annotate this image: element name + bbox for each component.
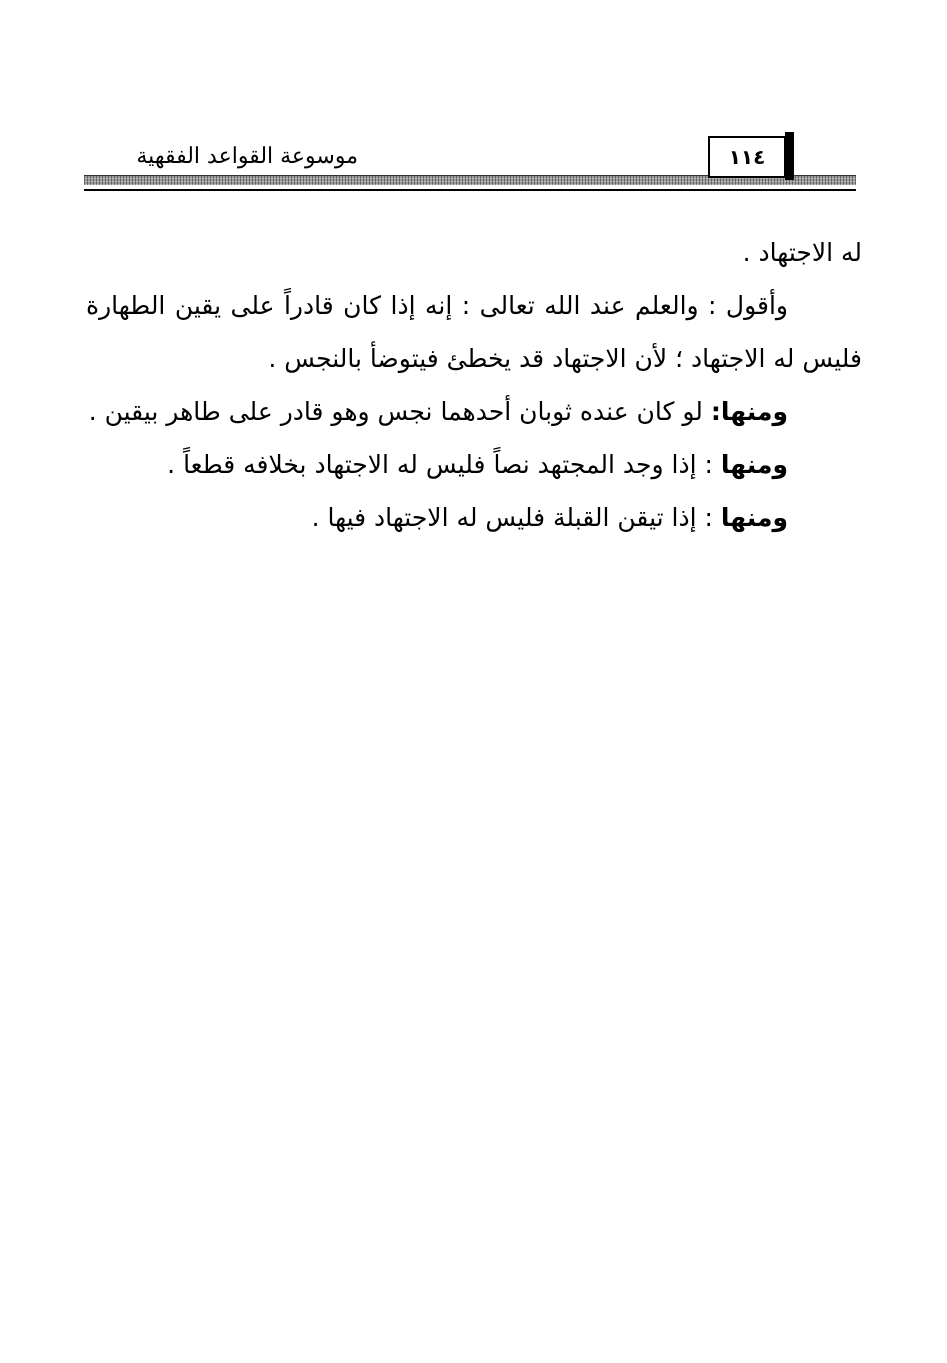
page-number-box-edge — [785, 132, 794, 180]
paragraph — [86, 385, 862, 438]
paragraph-text: له الاجتهاد . — [742, 238, 862, 267]
paragraph — [86, 438, 862, 491]
paragraph — [86, 279, 862, 385]
running-header-title: موسوعة القواعد الفقهية — [136, 144, 358, 169]
header-rule — [84, 189, 856, 191]
paragraph-text: وأقول : والعلم عند الله تعالى : إنه إذا كان قادراً على يقين الطهارة فليس له الاجتهاد ؛ لأن الاجتهاد قد يخطئ فيتوضأ بالنجس . — [86, 291, 862, 373]
paragraph — [86, 491, 862, 544]
page-body — [86, 226, 862, 544]
paragraph — [86, 226, 862, 279]
paragraph-text: لو كان عنده ثوبان أحدهما نجس وهو قادر على طاهر بيقين . — [88, 397, 711, 426]
paragraph-text: : إذا وجد المجتهد نصاً فليس له الاجتهاد بخلافه قطعاً . — [167, 450, 721, 479]
paragraph-lead: ومنها: — [710, 397, 788, 426]
running-header — [84, 128, 856, 198]
paragraph-text: : إذا تيقن القبلة فليس له الاجتهاد فيها . — [311, 503, 721, 532]
paragraph-lead: ومنها — [720, 450, 788, 479]
paragraph-lead: ومنها — [720, 503, 788, 532]
page-number: ١١٤ — [708, 136, 786, 178]
